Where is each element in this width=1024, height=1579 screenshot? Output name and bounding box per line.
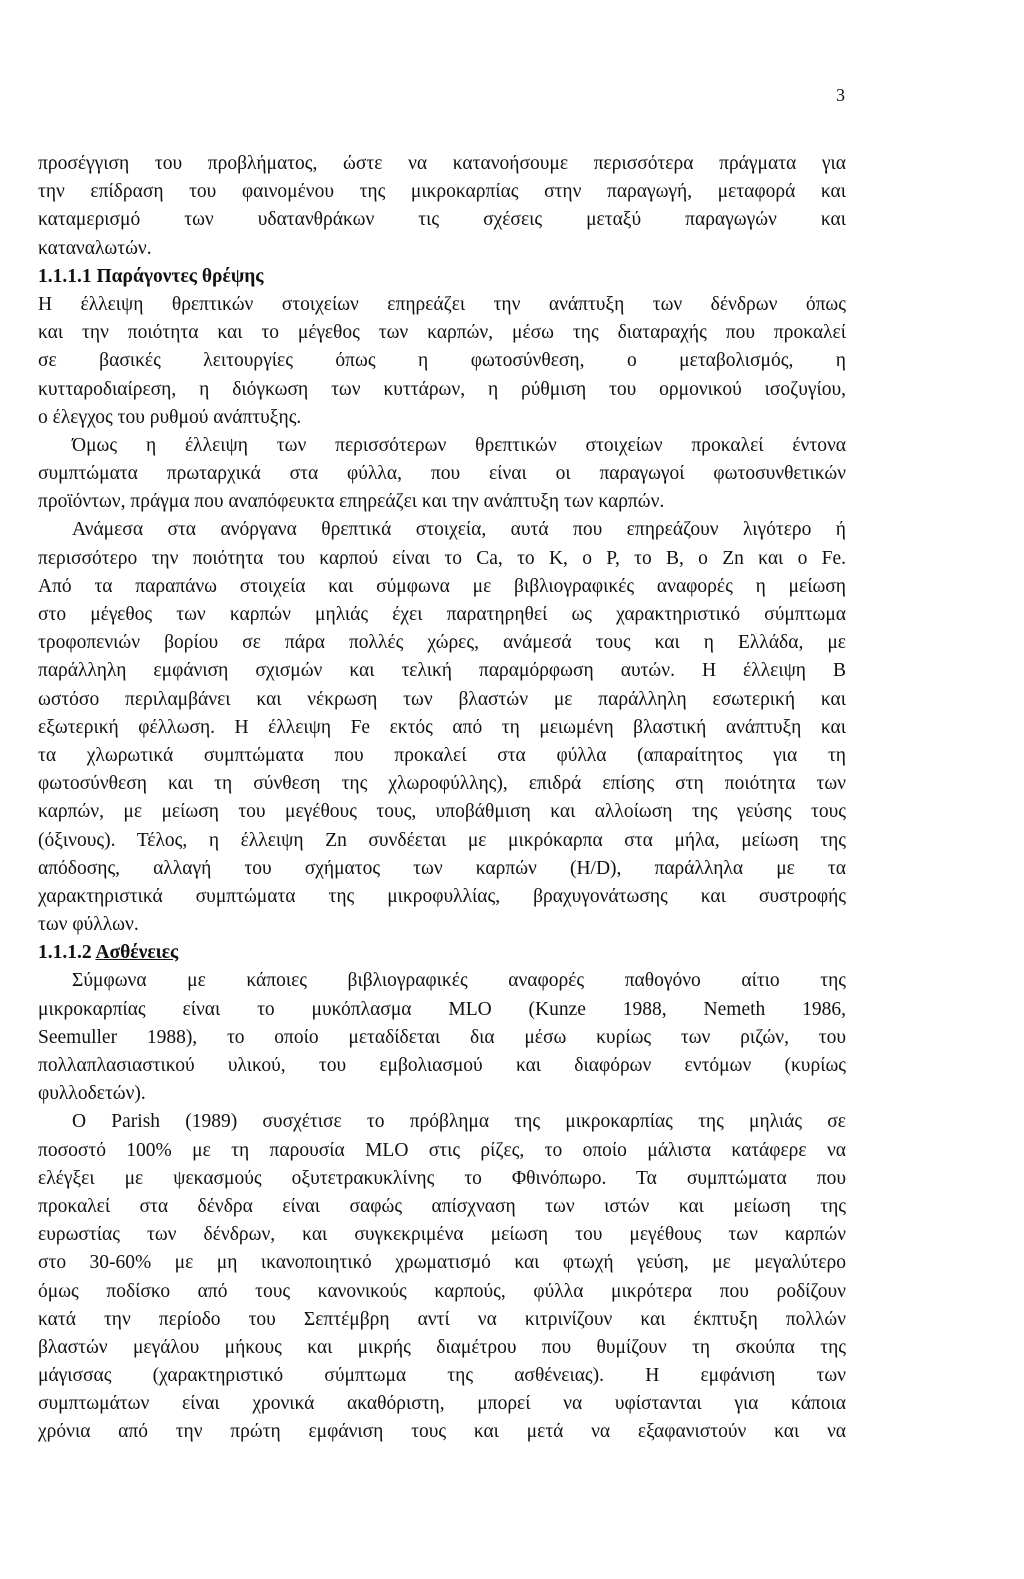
text-line: καταναλωτών. xyxy=(38,237,152,259)
text-line: φυλλοδετών). xyxy=(38,1083,146,1105)
text-line: ο έλεγχος του ρυθμού ανάπτυξης. xyxy=(38,406,302,428)
text-line: ελέγξει με ψεκασμούς οξυτετρακυκλίνης το Φθινόπωρο. Τα συμπτώματα που xyxy=(38,1167,846,1189)
text-line: προσέγγιση του προβλήματος, ώστε να κατανοήσουμε περισσότερα πράγματα για xyxy=(38,153,846,174)
paragraph xyxy=(38,291,846,432)
text-line: στο 30-60% με μη ικανοποιητικό χρωματισμό και φτωχή γεύση, με μεγαλύτερο xyxy=(38,1252,846,1274)
text-line: τροφοπενιών βορίου σε πάρα πολλές χώρες, ανάμεσά τους και η Ελλάδα, με xyxy=(38,632,846,654)
section-title: Ασθένειες xyxy=(95,942,179,964)
text-line: των φύλλων. xyxy=(38,914,139,936)
text-line: χαρακτηριστικά συμπτώματα της μικροφυλλίας, βραχυγονάτωσης και συστροφής xyxy=(38,885,846,907)
text-line: απόδοσης, αλλαγή του σχήματος των καρπών (H/D), παράλληλα με τα xyxy=(38,857,846,879)
text-line: κυτταροδιαίρεση, η διόγκωση των κυττάρων, η ρύθμιση του ορμονικού ισοζυγίου, xyxy=(38,378,846,400)
text-line: καταμερισμό των υδατανθράκων τις σχέσεις μεταξύ παραγωγών και xyxy=(38,209,846,231)
paragraph xyxy=(38,1108,846,1446)
page-body xyxy=(38,150,846,1447)
text-line: μικροκαρπίας είναι το μυκόπλασμα MLO (Kunze 1988, Nemeth 1986, xyxy=(38,998,846,1020)
text-line: πολλαπλασιαστικού υλικού, του εμβολιασμού και διαφόρων εντόμων (κυρίως xyxy=(38,1055,846,1076)
text-line: ωστόσο περιλαμβάνει και νέκρωση των βλαστών με παράλληλη εσωτερική και xyxy=(38,688,846,710)
text-line: Από τα παραπάνω στοιχεία και σύμφωνα με βιβλιογραφικές αναφορές η μείωση xyxy=(38,575,846,597)
text-line: καρπών, με μείωση του μεγέθους τους, υποβάθμιση και αλλοίωση της γεύσης τους xyxy=(38,801,846,823)
section-heading-diseases xyxy=(38,939,846,967)
text-line: ποσοστό 100% με τη παρουσία MLO στις ρίζες, το οποίο μάλιστα κατάφερε να xyxy=(38,1139,846,1161)
text-line: (όξινους). Τέλος, η έλλειψη Zn συνδέεται με μικρόκαρπα στα μήλα, μείωση της xyxy=(38,829,846,851)
text-line: ευρωστίας των δένδρων, και συγκεκριμένα μείωση του μεγέθους των καρπών xyxy=(38,1224,846,1246)
paragraph xyxy=(38,432,846,517)
paragraph-intro xyxy=(38,150,846,263)
text-line: προϊόντων, πράγμα που αναπόφευκτα επηρεάζει και την ανάπτυξη των καρπών. xyxy=(38,491,665,513)
text-line: Ανάμεσα στα ανόργανα θρεπτικά στοιχεία, αυτά που επηρεάζουν λιγότερο ή xyxy=(72,519,846,541)
text-line: τα χλωρωτικά συμπτώματα που προκαλεί στα φύλλα (απαραίτητος για τη xyxy=(38,744,846,766)
text-line: Seemuller 1988), το οποίο μεταδίδεται δια μέσω κυρίως των ριζών, του xyxy=(38,1026,846,1048)
paragraph xyxy=(38,516,846,939)
text-line: κατά την περίοδο του Σεπτέμβρη αντί να κιτρινίζουν και έκπτυξη πολλών xyxy=(38,1308,846,1330)
text-line: προκαλεί στα δένδρα είναι σαφώς απίσχναση των ιστών και μείωση της xyxy=(38,1195,846,1217)
text-line: περισσότερο την ποιότητα του καρπού είναι το Ca, το K, ο P, το B, ο Zn και ο Fe. xyxy=(38,547,846,569)
text-line: Η έλλειψη θρεπτικών στοιχείων επηρεάζει την ανάπτυξη των δένδρων όπως xyxy=(38,293,846,315)
text-line: Όμως η έλλειψη των περισσότερων θρεπτικών στοιχείων προκαλεί έντονα xyxy=(72,434,846,456)
text-line: και την ποιότητα και το μέγεθος των καρπών, μέσω της διαταραχής που προκαλεί xyxy=(38,322,846,344)
text-line: Ο Parish (1989) συσχέτισε το πρόβλημα της μικροκαρπίας της μηλιάς σε xyxy=(72,1111,846,1133)
section-heading-nutrition xyxy=(38,263,846,291)
text-line: εξωτερική φέλλωση. Η έλλειψη Fe εκτός από τη μειωμένη βλαστική ανάπτυξη και xyxy=(38,716,846,738)
text-line: φωτοσύνθεση και τη σύνθεση της χλωροφύλλης), επιδρά επίσης στη ποιότητα των xyxy=(38,773,846,795)
section-number: 1.1.1.2 xyxy=(38,942,92,964)
text-line: συμπτωμάτων είναι χρονικά ακαθόριστη, μπορεί να υφίστανται για κάποια xyxy=(38,1393,846,1415)
text-line: χρόνια από την πρώτη εμφάνιση τους και μετά να εξαφανιστούν και να xyxy=(38,1421,846,1443)
text-line: παράλληλη εμφάνιση σχισμών και τελική παραμόρφωση αυτών. Η έλλειψη Β xyxy=(38,660,846,682)
text-line: βλαστών μεγάλου μήκους και μικρής διαμέτρου που θυμίζουν τη σκούπα της xyxy=(38,1336,846,1358)
text-line: στο μέγεθος των καρπών μηλιάς έχει παρατηρηθεί ως χαρακτηριστικό σύμπτωμα xyxy=(38,604,846,625)
text-line: συμπτώματα πρωταρχικά στα φύλλα, που είναι οι παραγωγοί φωτοσυνθετικών xyxy=(38,463,846,485)
text-line: όμως ποδίσκο από τους κανονικούς καρπούς, φύλλα μικρότερα που ροδίζουν xyxy=(38,1280,846,1302)
section-number: 1.1.1.1 xyxy=(38,265,92,287)
text-line: Σύμφωνα με κάποιες βιβλιογραφικές αναφορές παθογόνο αίτιο της xyxy=(72,970,846,992)
paragraph xyxy=(38,967,846,1108)
text-line: σε βασικές λειτουργίες όπως η φωτοσύνθεση, ο μεταβολισμός, η xyxy=(38,350,846,372)
text-line: την επίδραση του φαινομένου της μικροκαρπίας στην παραγωγή, μεταφορά και xyxy=(38,181,846,203)
text-line: μάγισσας (χαρακτηριστικό σύμπτωμα της ασθένειας). Η εμφάνιση των xyxy=(38,1365,846,1387)
page-number: 3 xyxy=(836,85,845,105)
section-title: Παράγοντες θρέψης xyxy=(96,265,264,287)
